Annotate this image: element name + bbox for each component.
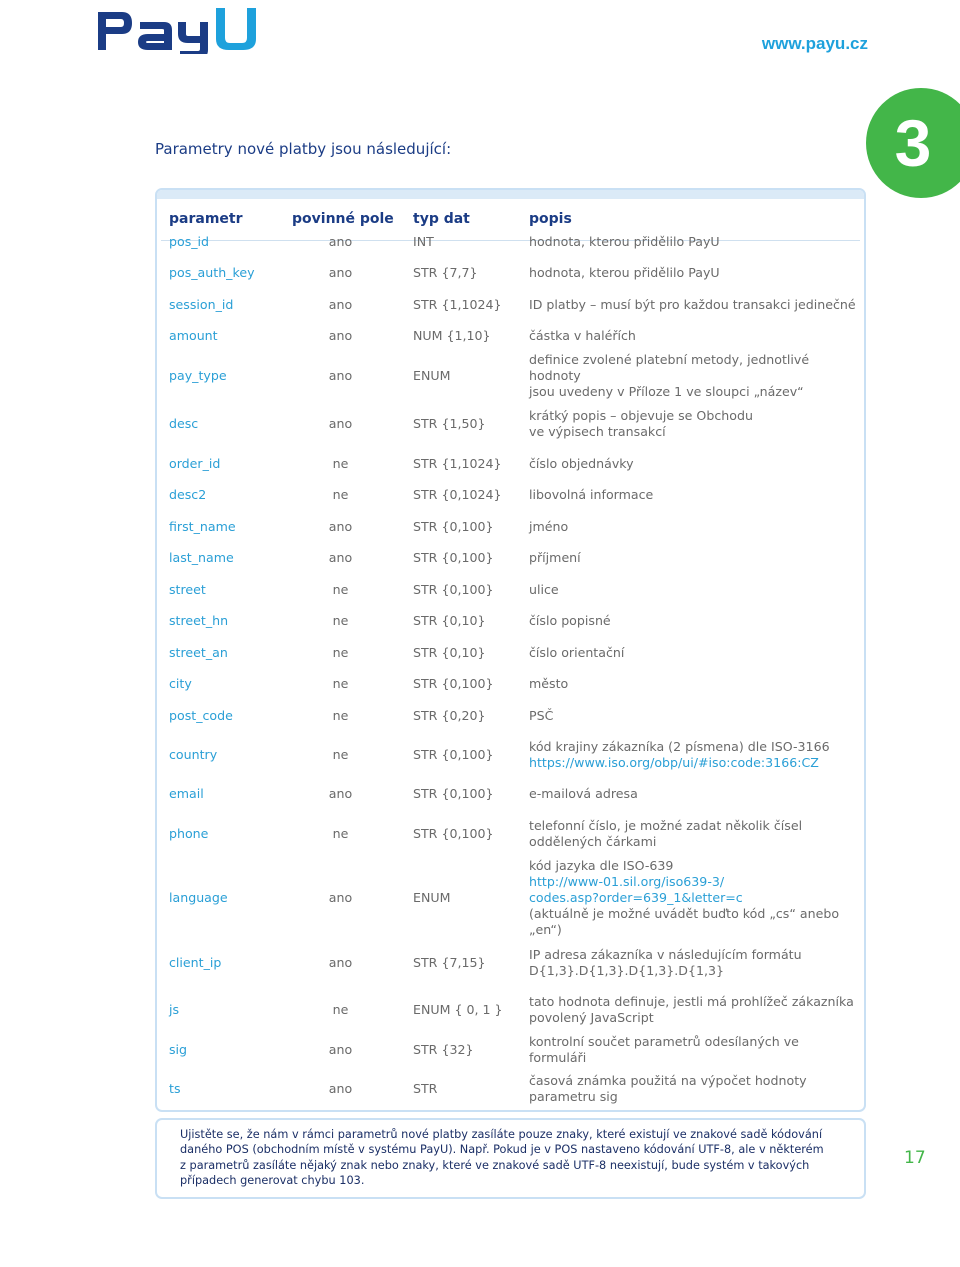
param-name: phone	[169, 825, 209, 841]
table-row	[157, 778, 864, 810]
param-name: client_ip	[169, 954, 222, 970]
note-line: Ujistěte se, že nám v rámci parametrů nové platby zasíláte pouze znaky, které existují ve znakové sadě kódování	[180, 1128, 823, 1141]
chapter-number: 3	[894, 106, 932, 180]
description-line: definice zvolené platební metody, jednotlivé hodnoty	[529, 352, 810, 383]
table-row	[157, 352, 864, 400]
description-line: ve výpisech transakcí	[529, 424, 666, 439]
data-type: STR {7,15}	[413, 954, 486, 970]
payu-logo	[92, 4, 274, 54]
description-line: IP adresa zákazníka v následujícím formátu	[529, 946, 802, 962]
description-line: příjmení	[529, 549, 581, 565]
data-type: STR {1,1024}	[413, 296, 502, 312]
required-flag: ano	[328, 786, 353, 801]
description	[529, 511, 859, 542]
note-line: daného POS (obchodním místě v systému PayU). Např. Pokud je v POS nastaveno kódování UTF-8, ale v některém	[180, 1143, 824, 1157]
table-row	[157, 320, 864, 351]
parameters-table	[155, 188, 866, 1112]
description-line: jméno	[529, 518, 569, 534]
website-link[interactable]: www.payu.cz	[761, 34, 868, 53]
table-row	[157, 257, 864, 288]
data-type: STR {0,100}	[413, 549, 494, 565]
description-line: kontrolní součet parametrů odesílaných ve formuláři	[529, 1033, 799, 1065]
table-row	[157, 226, 864, 257]
description	[529, 668, 859, 699]
description	[529, 400, 859, 448]
data-type: STR {0,100}	[413, 675, 494, 691]
column-header-popis: popis	[529, 211, 572, 227]
required-flag: ano	[328, 1041, 353, 1057]
description	[529, 352, 859, 400]
required-flag: ano	[328, 954, 353, 970]
data-type: STR {1,50}	[413, 416, 486, 431]
required-flag: ano	[328, 549, 353, 565]
required-flag: ano	[328, 368, 353, 383]
param-name: order_id	[169, 455, 221, 471]
description	[529, 986, 859, 1034]
data-type: NUM {1,10}	[413, 327, 491, 343]
required-flag: ne	[332, 707, 349, 723]
description	[529, 605, 859, 636]
description	[529, 939, 859, 986]
description-line: číslo objednávky	[529, 455, 634, 471]
description-line: (aktuálně je možné uvádět buďto kód „cs“ anebo „en“)	[529, 906, 840, 937]
param-name: js	[169, 1002, 180, 1017]
description	[529, 637, 859, 668]
param-name: sig	[169, 1041, 188, 1057]
description-line[interactable]: https://www.iso.org/obp/ui/#iso:code:3166:CZ	[529, 754, 819, 770]
description	[529, 1065, 859, 1113]
column-header-povinne-pole: povinné pole	[292, 211, 394, 227]
required-flag: ne	[332, 581, 349, 597]
data-type: INT	[413, 233, 434, 249]
required-flag: ne	[332, 1002, 349, 1017]
description-line: PSČ	[529, 707, 554, 723]
description	[529, 320, 859, 351]
param-name: language	[169, 890, 228, 905]
description-line: ulice	[529, 581, 559, 597]
description-line: povolený JavaScript	[529, 1010, 654, 1025]
required-flag: ano	[328, 296, 353, 312]
description	[529, 574, 859, 605]
encoding-note	[155, 1118, 866, 1199]
description-line: číslo popisné	[529, 612, 611, 628]
param-name: city	[169, 675, 192, 691]
column-header-typ-dat: typ dat	[413, 211, 470, 227]
description-line: částka v haléřích	[529, 327, 636, 343]
description	[529, 448, 859, 479]
table-row	[157, 810, 864, 857]
description	[529, 479, 859, 510]
description-line: parametru sig	[529, 1089, 618, 1104]
data-type: STR {0,100}	[413, 746, 494, 762]
description-line: jsou uvedeny v Příloze 1 ve sloupci „název“	[529, 384, 804, 399]
data-type: STR {0,1024}	[413, 486, 502, 502]
param-name: ts	[169, 1081, 181, 1096]
description-line: město	[529, 675, 569, 691]
param-name: street_an	[169, 644, 228, 660]
data-type: STR {1,1024}	[413, 455, 502, 471]
table-row	[157, 700, 864, 731]
data-type: STR {7,7}	[413, 264, 478, 280]
table-row	[157, 289, 864, 320]
param-name: email	[169, 786, 204, 801]
required-flag: ano	[328, 890, 353, 905]
required-flag: ano	[328, 233, 353, 249]
data-type: STR {32}	[413, 1041, 474, 1057]
description-line: e-mailová adresa	[529, 786, 638, 801]
page-heading: Parametry nové platby jsou následující:	[155, 140, 452, 158]
page-number: 17	[904, 1148, 926, 1168]
table-row	[157, 986, 864, 1034]
data-type: STR {0,100}	[413, 581, 494, 597]
param-name: amount	[169, 327, 218, 343]
description	[529, 542, 859, 573]
data-type: STR {0,100}	[413, 786, 494, 801]
table-row	[157, 668, 864, 699]
table-row	[157, 400, 864, 448]
param-name: desc2	[169, 486, 207, 502]
data-type: STR {0,10}	[413, 644, 486, 660]
data-type: ENUM	[413, 890, 451, 905]
param-name: pos_id	[169, 233, 210, 249]
table-row	[157, 1034, 864, 1065]
description	[529, 289, 859, 320]
description	[529, 700, 859, 731]
table-row	[157, 542, 864, 573]
note-line: z parametrů zasíláte nějaký znak nebo znaky, které ve znakové sadě UTF-8 neexistují, bude systém v takových	[180, 1158, 810, 1172]
data-type: STR {0,20}	[413, 707, 486, 723]
description-line: hodnota, kterou přidělilo PayU	[529, 264, 720, 280]
description	[529, 778, 859, 810]
description-line[interactable]: http://www-01.sil.org/iso639-3/	[529, 874, 725, 889]
param-name: first_name	[169, 518, 236, 534]
chapter-badge	[866, 88, 960, 198]
param-name: pay_type	[169, 368, 227, 383]
description-line: kód jazyka dle ISO-639	[529, 858, 674, 873]
table-row	[157, 731, 864, 778]
description-line: tato hodnota definuje, jestli má prohlížeč zákazníka	[529, 994, 854, 1009]
data-type: ENUM { 0, 1 }	[413, 1002, 503, 1017]
description	[529, 857, 859, 939]
required-flag: ano	[328, 327, 353, 343]
table-top-bar	[157, 190, 864, 199]
required-flag: ne	[332, 825, 349, 841]
description	[529, 1034, 859, 1065]
description-line: číslo orientační	[529, 644, 625, 660]
required-flag: ne	[332, 455, 349, 471]
param-name: country	[169, 746, 218, 762]
description-line: krátký popis – objevuje se Obchodu	[529, 408, 753, 423]
data-type: STR {0,100}	[413, 518, 494, 534]
description-line: libovolná informace	[529, 486, 654, 502]
required-flag: ne	[332, 486, 349, 502]
table-row	[157, 448, 864, 479]
table-row	[157, 605, 864, 636]
required-flag: ne	[332, 612, 349, 628]
description-line: oddělených čárkami	[529, 833, 657, 849]
param-name: post_code	[169, 707, 233, 723]
required-flag: ano	[328, 264, 353, 280]
param-name: session_id	[169, 296, 234, 312]
data-type: STR {0,100}	[413, 825, 494, 841]
param-name: last_name	[169, 549, 234, 565]
table-row	[157, 574, 864, 605]
description-line[interactable]: codes.asp?order=639_1&letter=c	[529, 890, 743, 905]
description	[529, 257, 859, 288]
description	[529, 731, 859, 778]
description-line: D{1,3}.D{1,3}.D{1,3}.D{1,3}	[529, 962, 725, 978]
note-line: případech generovat chybu 103.	[180, 1174, 365, 1188]
table-row	[157, 1065, 864, 1113]
description-line: časová známka použitá na výpočet hodnoty	[529, 1073, 807, 1088]
column-header-parametr: parametr	[169, 211, 243, 227]
description-line: kód krajiny zákazníka (2 písmena) dle ISO-3166	[529, 738, 830, 754]
description-line: telefonní číslo, je možné zadat několik čísel	[529, 817, 803, 833]
description-line: hodnota, kterou přidělilo PayU	[529, 233, 720, 249]
param-name: desc	[169, 416, 199, 431]
param-name: street_hn	[169, 612, 229, 628]
param-name: street	[169, 581, 206, 597]
description-line: ID platby – musí být pro každou transakci jedinečné	[529, 296, 856, 312]
required-flag: ne	[332, 644, 349, 660]
param-name: pos_auth_key	[169, 264, 255, 280]
table-row	[157, 857, 864, 939]
required-flag: ano	[328, 1081, 353, 1096]
description	[529, 810, 859, 857]
data-type: ENUM	[413, 368, 451, 383]
table-row	[157, 479, 864, 510]
data-type: STR {0,10}	[413, 612, 486, 628]
table-row	[157, 939, 864, 986]
required-flag: ne	[332, 675, 349, 691]
required-flag: ne	[332, 746, 349, 762]
table-row	[157, 511, 864, 542]
required-flag: ano	[328, 416, 353, 431]
data-type: STR	[413, 1081, 438, 1096]
required-flag: ano	[328, 518, 353, 534]
description	[529, 226, 859, 257]
table-row	[157, 637, 864, 668]
